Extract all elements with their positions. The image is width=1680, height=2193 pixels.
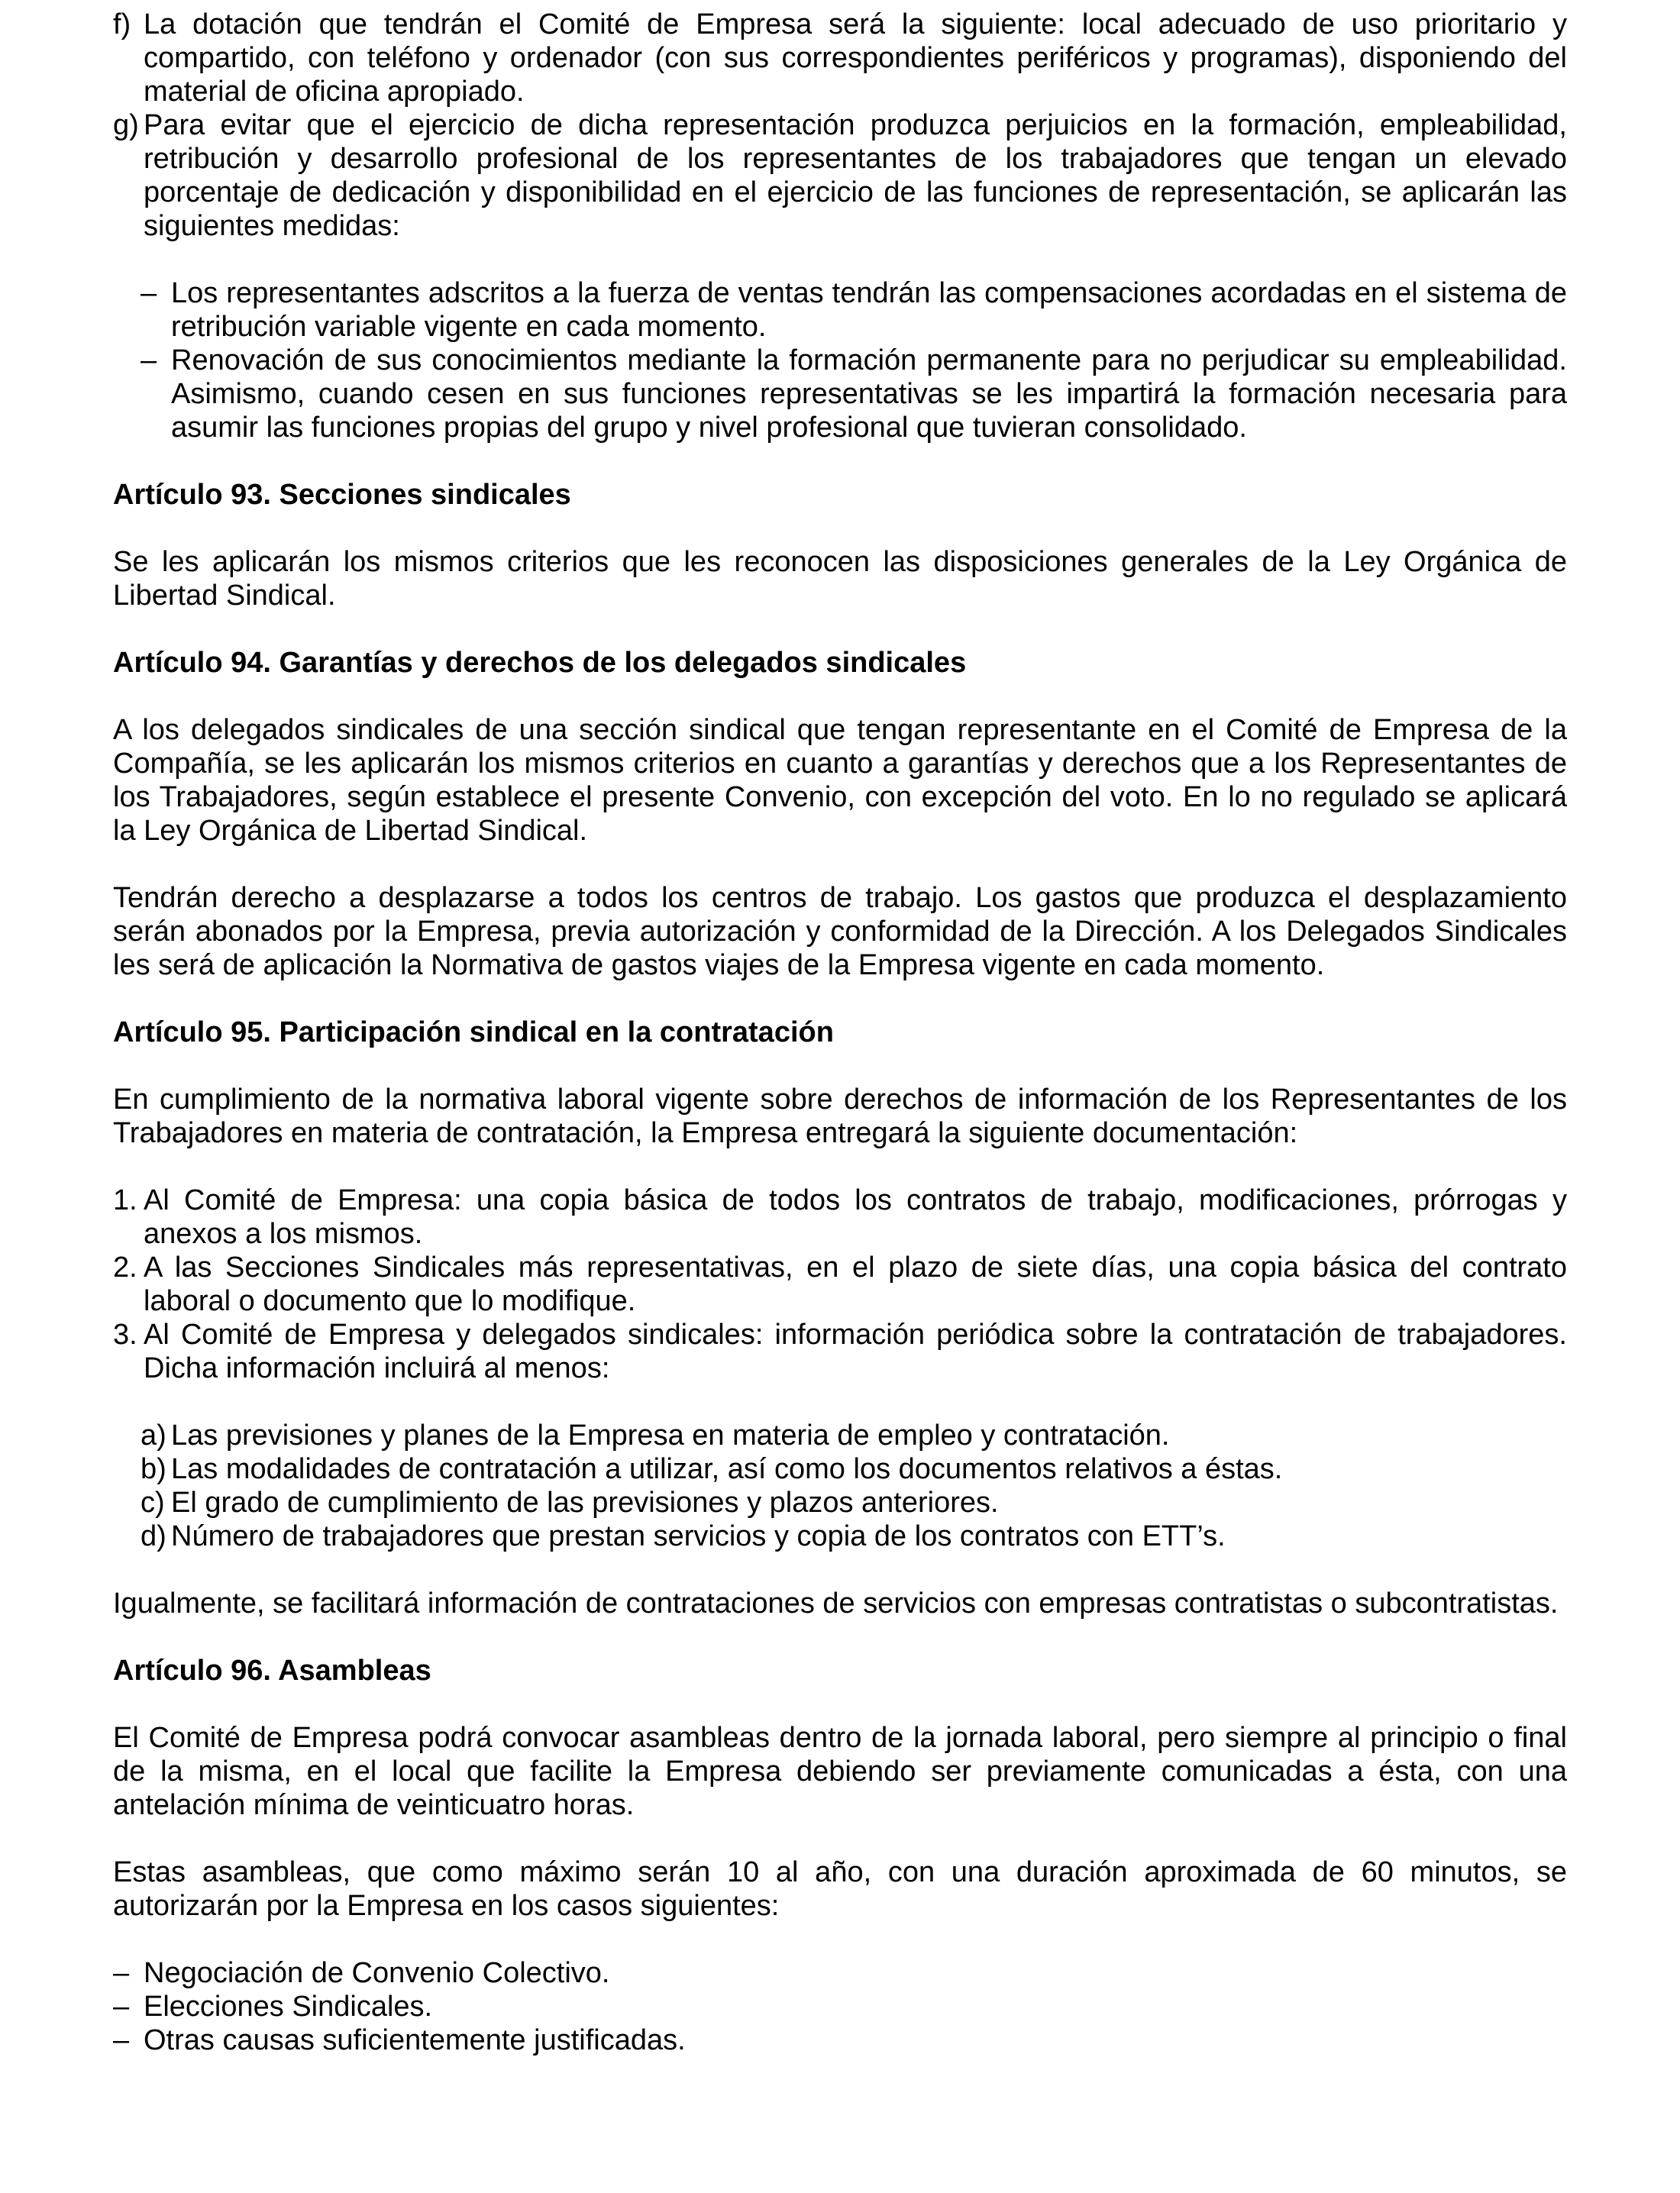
dash-item-text: Renovación de sus conocimientos mediante la formación permanente para no perjudicar su empleabilidad. Asimismo, cuando cesen en sus funciones representativas se les impartirá la formación necesaria para asumir las funciones propias del grupo y nivel profesional que tuvieran consolidado. xyxy=(171,344,1567,444)
dash-item-text: Elecciones Sindicales. xyxy=(144,1991,433,2023)
numbered-item-label: 2. xyxy=(113,1252,137,1284)
numbered-item-2 xyxy=(113,1251,1567,1318)
dash-item xyxy=(113,1956,1567,1990)
article-95-heading: Artículo 95. Participación sindical en la contratación xyxy=(113,1016,834,1048)
dash-list-asambleas xyxy=(113,1956,1567,2057)
dash-marker: – xyxy=(113,2024,130,2056)
lettered-item-d xyxy=(141,1520,1567,1553)
numbered-list xyxy=(113,1184,1567,1385)
lettered-item-text: El grado de cumplimiento de las previsiones y plazos anteriores. xyxy=(171,1487,999,1519)
numbered-item-text: A las Secciones Sindicales más representativas, en el plazo de siete días, una copia básica del contrato laboral o documento que lo modifique. xyxy=(144,1252,1567,1317)
lettered-item-text: Las previsiones y planes de la Empresa en materia de empleo y contratación. xyxy=(171,1419,1170,1452)
article-93-paragraph: Se les aplicarán los mismos criterios que les reconocen las disposiciones generales de la Ley Orgánica de Libertad Sindical. xyxy=(113,546,1567,612)
dash-marker: – xyxy=(113,1991,130,2023)
lettered-sublist xyxy=(141,1419,1567,1553)
lettered-item-label: a) xyxy=(141,1419,166,1452)
article-94-paragraph-2: Tendrán derecho a desplazarse a todos los centros de trabajo. Los gastos que produzca el desplazamiento serán abonados por la Empresa, previa autorización y conformidad de la Dirección. A los Delegados Sindicales les será de aplicación la Normativa de gastos viajes de la Empresa vigente en cada momento. xyxy=(113,882,1567,981)
list-item-text: Para evitar que el ejercicio de dicha representación produzca perjuicios en la formación, empleabilidad, retribución y desarrollo profesional de los representantes de los trabajadores que tengan un elevado porcentaje de dedicación y disponibilidad en el ejercicio de las funciones de representación, se aplicarán las siguientes medidas: xyxy=(144,109,1567,242)
article-95-closing: Igualmente, se facilitará información de contrataciones de servicios con empresas contratistas o subcontratistas. xyxy=(113,1587,1559,1620)
dash-item-text: Otras causas suficientemente justificadas. xyxy=(144,2024,686,2056)
lettered-item-b xyxy=(141,1452,1567,1486)
dash-marker: – xyxy=(141,344,157,376)
dash-item xyxy=(141,276,1567,344)
article-96-heading: Artículo 96. Asambleas xyxy=(113,1655,431,1687)
numbered-item-text: Al Comité de Empresa: una copia básica de todos los contratos de trabajo, modificaciones, prórrogas y anexos a los mismos. xyxy=(144,1184,1567,1250)
article-96-paragraph-1: El Comité de Empresa podrá convocar asambleas dentro de la jornada laboral, pero siempre al principio o final de la misma, en el local que facilite la Empresa debiendo ser previamente comunicadas a ésta, con una antelación mínima de veinticuatro horas. xyxy=(113,1722,1567,1821)
numbered-item-3 xyxy=(113,1318,1567,1385)
lettered-item-label: c) xyxy=(141,1487,165,1519)
list-item-text: La dotación que tendrán el Comité de Empresa será la siguiente: local adecuado de uso prioritario y compartido, con teléfono y ordenador (con sus correspondientes periféricos y programas), disponiendo del material de oficina apropiado. xyxy=(144,8,1567,108)
numbered-item-label: 3. xyxy=(113,1319,137,1351)
article-96-paragraph-2: Estas asambleas, que como máximo serán 10 al año, con una duración aproximada de 60 minutos, se autorizarán por la Empresa en los casos siguientes: xyxy=(113,1856,1567,1922)
dash-marker: – xyxy=(113,1957,130,1989)
provision-list xyxy=(113,8,1567,243)
article-95-intro: En cumplimiento de la normativa laboral vigente sobre derechos de información de los Representantes de los Trabajadores en materia de contratación, la Empresa entregará la siguiente documentación: xyxy=(113,1084,1567,1149)
article-94-paragraph-1: A los delegados sindicales de una sección sindical que tengan representante en el Comité de Empresa de la Compañía, se les aplicarán los mismos criterios en cuanto a garantías y derechos que a los Representantes de los Trabajadores, según establece el presente Convenio, con excepción del voto. En lo no regulado se aplicará la Ley Orgánica de Libertad Sindical. xyxy=(113,714,1567,847)
lettered-item-a xyxy=(141,1419,1567,1452)
dash-list-measures xyxy=(141,276,1567,444)
numbered-item-text: Al Comité de Empresa y delegados sindicales: información periódica sobre la contratación de trabajadores. Dicha información incluirá al menos: xyxy=(144,1319,1567,1384)
numbered-item-1 xyxy=(113,1184,1567,1251)
lettered-item-text: Número de trabajadores que prestan servicios y copia de los contratos con ETT’s. xyxy=(171,1520,1226,1552)
article-94-heading: Artículo 94. Garantías y derechos de los delegados sindicales xyxy=(113,647,967,679)
dash-item-text: Los representantes adscritos a la fuerza de ventas tendrán las compensaciones acordadas en el sistema de retribución variable vigente en cada momento. xyxy=(171,277,1567,343)
list-item-label: g) xyxy=(113,109,139,141)
lettered-item-c xyxy=(141,1486,1567,1520)
dash-item-text: Negociación de Convenio Colectivo. xyxy=(144,1957,610,1989)
dash-item xyxy=(141,344,1567,444)
list-item-g xyxy=(113,108,1567,243)
dash-item xyxy=(113,1990,1567,2023)
lettered-item-label: d) xyxy=(141,1520,166,1552)
list-item-label: f) xyxy=(113,8,131,40)
dash-marker: – xyxy=(141,277,157,309)
dash-item xyxy=(113,2023,1567,2057)
article-93-heading: Artículo 93. Secciones sindicales xyxy=(113,479,571,511)
lettered-item-text: Las modalidades de contratación a utilizar, así como los documentos relativos a éstas. xyxy=(171,1453,1283,1485)
numbered-item-label: 1. xyxy=(113,1184,137,1216)
list-item-f xyxy=(113,8,1567,108)
lettered-item-label: b) xyxy=(141,1453,166,1485)
